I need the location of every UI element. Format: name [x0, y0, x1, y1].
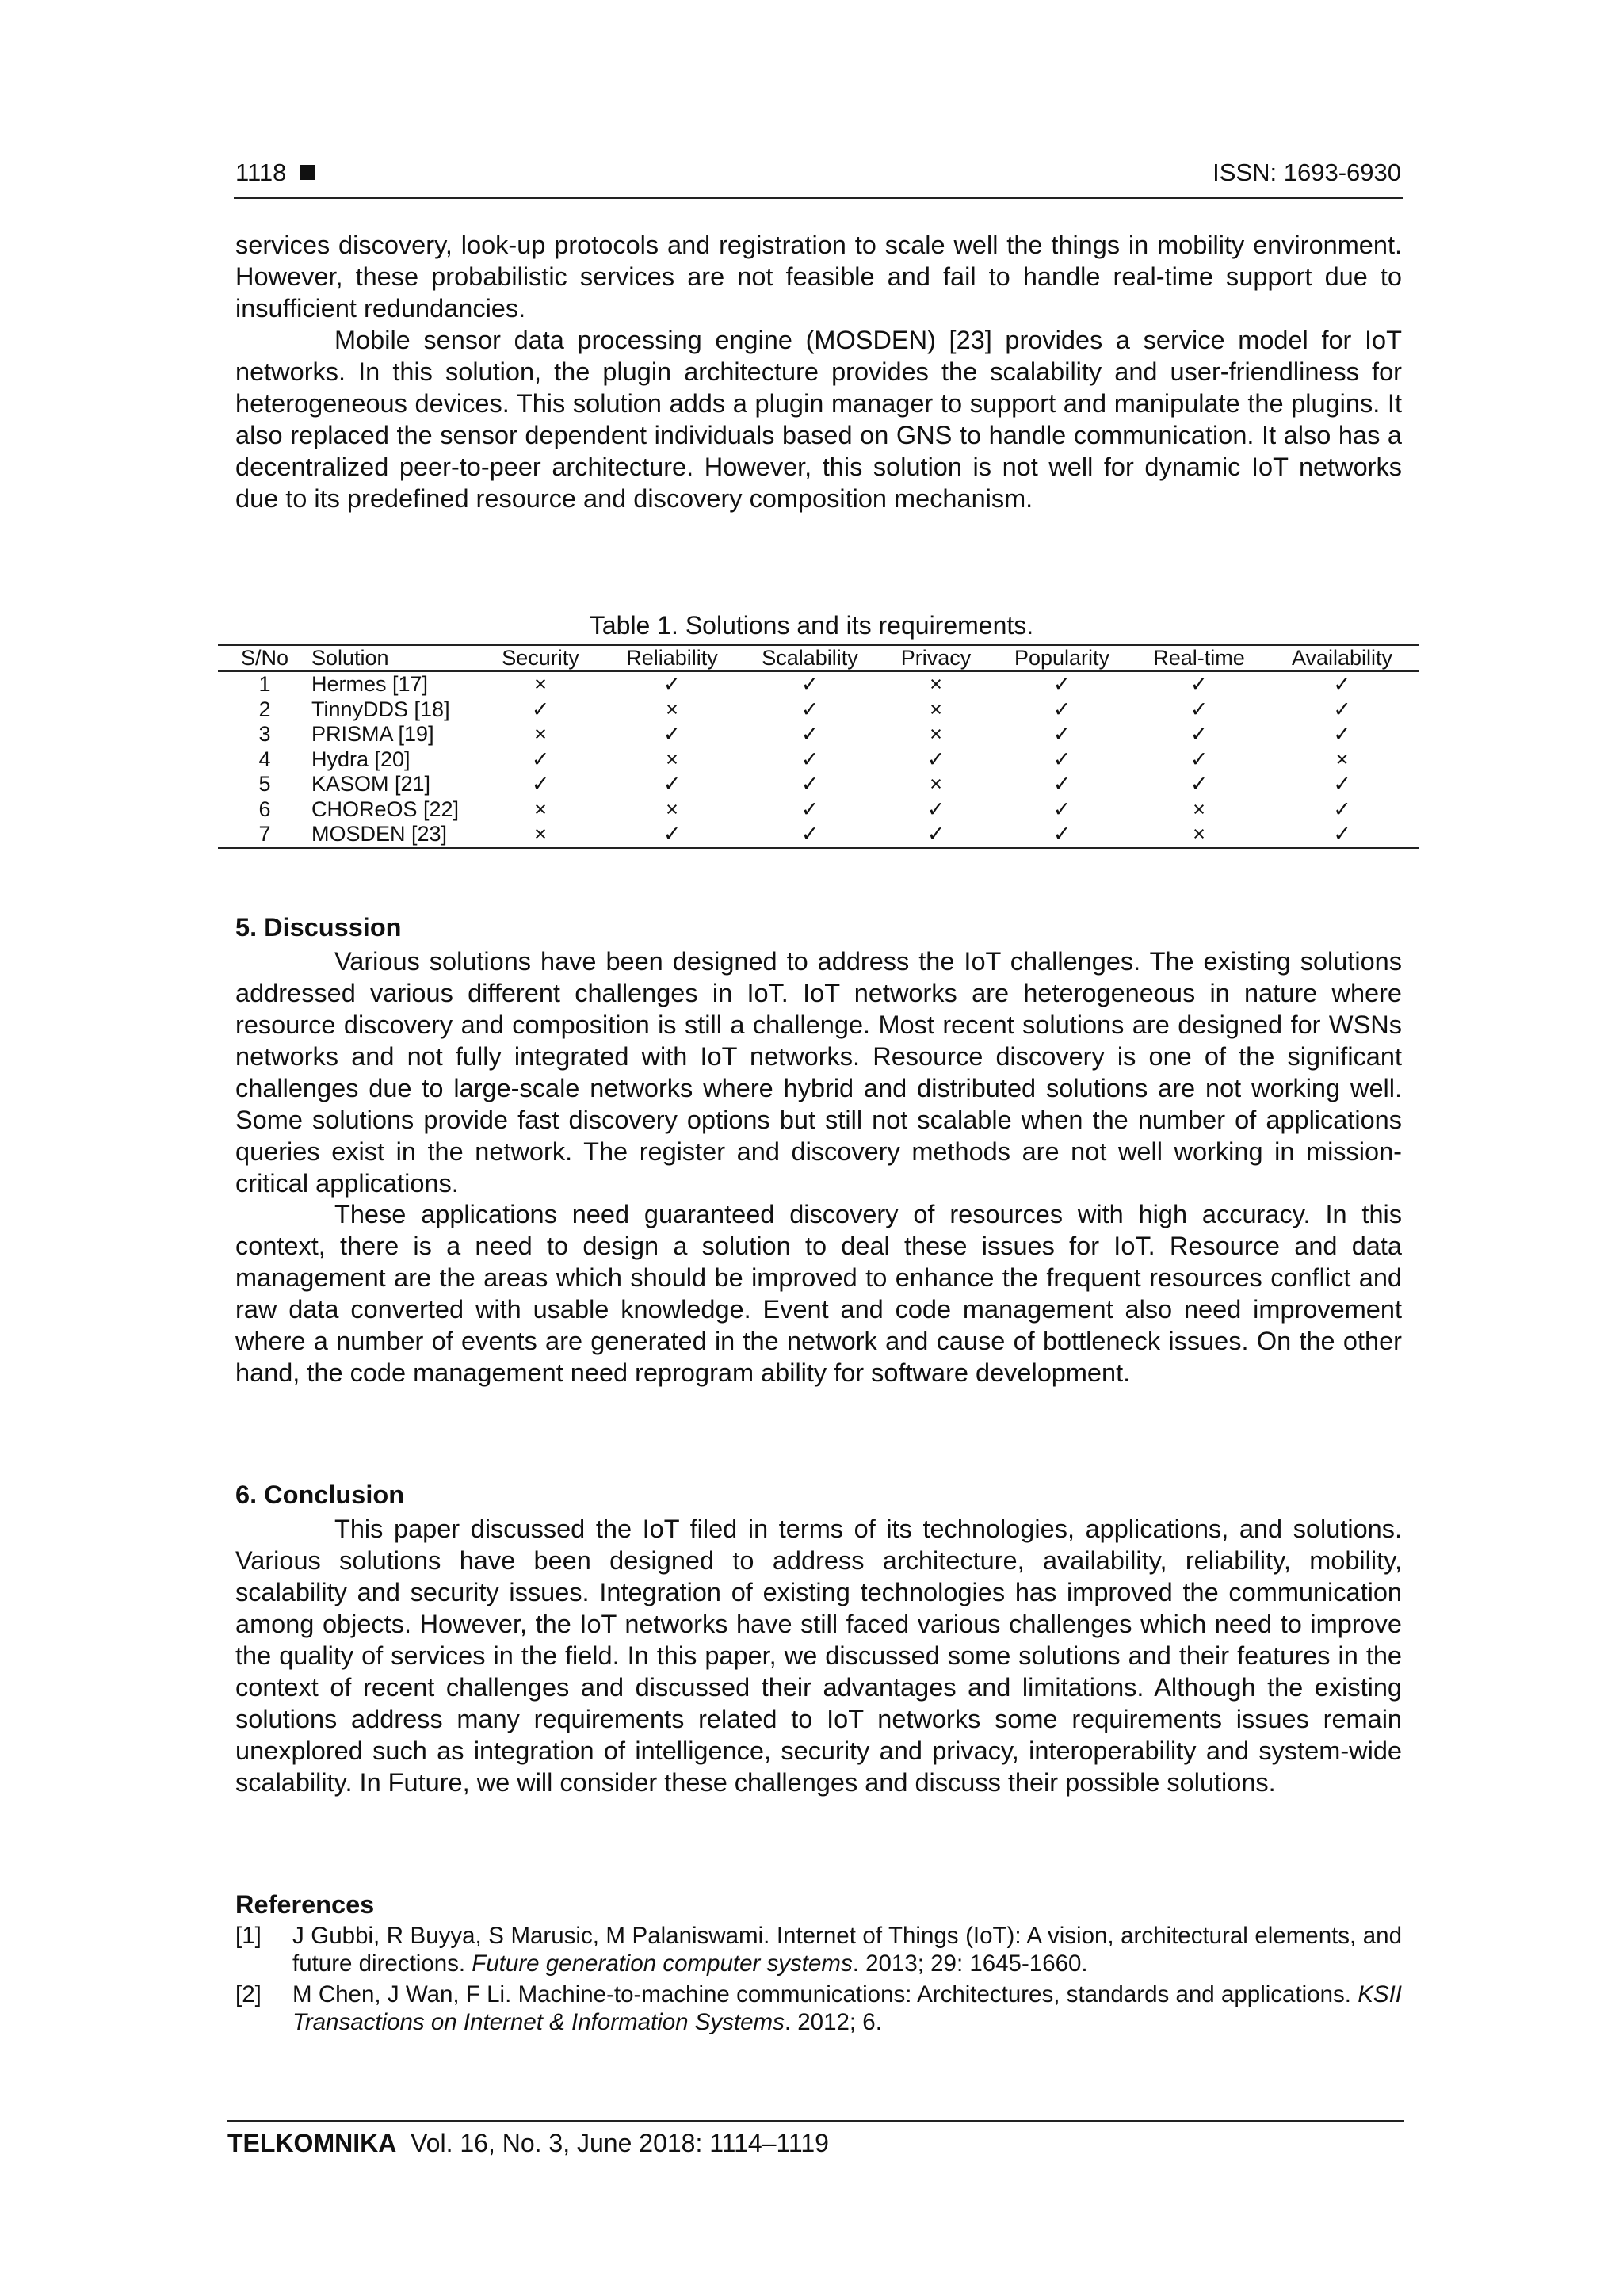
cell: ✓: [1052, 722, 1071, 747]
table-caption: Table 1. Solutions and its requirements.: [589, 611, 1034, 640]
col-header: Availability: [1266, 645, 1419, 671]
references-list: [235, 1922, 1402, 2039]
cell: ✓: [800, 697, 819, 721]
reference-tail: . 2013; 29: 1645-1660.: [852, 1950, 1088, 1977]
cell: ×: [930, 722, 942, 747]
col-header: S/No: [218, 645, 311, 671]
cell: ✓: [1190, 722, 1209, 747]
cell: Hydra [20]: [311, 747, 411, 771]
cell: ✓: [739, 822, 880, 848]
cell: ×: [930, 697, 942, 721]
cell: 7: [218, 822, 311, 848]
cell: ✓: [531, 772, 550, 797]
cell: ✓: [926, 747, 945, 771]
intro-paragraph-1: services discovery, look-up protocols and registration to scale well the things in mobility environment. However, these probabilistic services are not feasible and fail to handle real-time support due to insufficient redundancies.: [235, 231, 1402, 323]
cell: ✓: [1190, 697, 1209, 721]
table-row: [218, 697, 1419, 723]
cell: ×: [534, 797, 547, 821]
cell: ×: [1335, 747, 1349, 771]
cell: ✓: [800, 722, 819, 747]
cell: 5: [258, 772, 271, 797]
reference-authors: J Gubbi, R Buyya, S Marusic, M Palaniswami. Internet of Things (IoT): A vision, architectural elements, and future directions.: [292, 1923, 1402, 1977]
table-row: [218, 722, 1419, 747]
cell: MOSDEN [23]: [311, 822, 476, 848]
reference-number: [1]: [235, 1923, 262, 1949]
cell: ✓: [1333, 722, 1351, 747]
cell: ✓: [1190, 672, 1209, 697]
cell: 3: [258, 722, 271, 747]
cell: ✓: [1333, 772, 1351, 797]
cell: ✓: [531, 697, 550, 721]
col-header: Solution: [311, 645, 476, 671]
reference-journal: KSII Transactions on Internet & Information Systems: [292, 1981, 1402, 2035]
col-header: Privacy: [880, 645, 991, 671]
cell: ✓: [1190, 747, 1209, 771]
cell: ×: [666, 797, 678, 821]
cell: ✓: [605, 822, 739, 848]
discussion-paragraph-1: Various solutions have been designed to address the IoT challenges. The existing solutions addressed various different challenges in IoT. IoT networks are heterogeneous in nature where resource discovery and composition is still a challenge. Most recent solutions are designed for WSNs networks and not fully integrated with IoT networks. Resource discovery is one of the significant challenges due to large-scale networks where hybrid and distributed solutions are not working well. Some solutions provide fast discovery options but still not scalable when the number of applications queries exist in the network. The register and discovery methods are not well working in mission-critical applications.: [235, 947, 1402, 1198]
cell: ✓: [1190, 772, 1209, 797]
discussion-paragraph-2: These applications need guaranteed discovery of resources with high accuracy. In this context, there is a need to design a solution to deal these issues for IoT. Resource and data management are the areas which should be improved to enhance the frequent resources conflict and raw data converted with usable knowledge. Event and code management also need improvement where a number of events are generated in the network and cause of bottleneck issues. On the other hand, the code management need reprogram ability for software development.: [235, 1200, 1402, 1387]
reference-journal: Future generation computer systems: [472, 1950, 853, 1977]
cell: ✓: [1266, 822, 1419, 848]
journal-name: TELKOMNIKA: [227, 2129, 397, 2157]
issn: ISSN: 1693-6930: [1212, 159, 1401, 186]
reference-item: [235, 1981, 1402, 2036]
conclusion-heading: 6. Conclusion: [235, 1480, 405, 1509]
cell: ×: [534, 672, 547, 697]
journal-issue: Vol. 16, No. 3, June 2018: 1114–1119: [411, 2129, 829, 2157]
cell: ✓: [1052, 672, 1071, 697]
cell: ×: [476, 822, 605, 848]
cell: 6: [258, 797, 271, 821]
reference-number: [2]: [235, 1981, 262, 2008]
cell: ×: [534, 722, 547, 747]
square-bullet-icon: [300, 165, 315, 180]
cell: ✓: [1333, 697, 1351, 721]
cell: ✓: [663, 722, 682, 747]
reference-authors: M Chen, J Wan, F Li. Machine-to-machine communications: Architectures, standards and applications.: [292, 1981, 1351, 2008]
page-header: [234, 155, 1403, 199]
solutions-table: [218, 644, 1419, 849]
cell: ✓: [800, 797, 819, 821]
col-header: Scalability: [739, 645, 880, 671]
col-header: Security: [476, 645, 605, 671]
cell: ✓: [926, 797, 945, 821]
cell: 1: [258, 672, 271, 697]
table-row: [218, 747, 1419, 773]
cell: ×: [1132, 822, 1266, 848]
reference-item: [235, 1922, 1402, 1977]
cell: 2: [258, 697, 271, 721]
intro-paragraph-2: Mobile sensor data processing engine (MOSDEN) [23] provides a service model for IoT networks. In this solution, the plugin architecture provides the scalability and user-friendliness for heterogeneous devices. This solution adds a plugin manager to support and manipulate the plugins. It also replaced the sensor dependent individuals based on GNS to handle communication. It also has a decentralized peer-to-peer architecture. However, this solution is not well for dynamic IoT networks due to its predefined resource and discovery composition mechanism.: [235, 326, 1402, 513]
cell: ✓: [663, 672, 682, 697]
cell: ✓: [1052, 797, 1071, 821]
table-row: [218, 822, 1419, 848]
col-header: Reliability: [605, 645, 739, 671]
cell: ✓: [880, 822, 991, 848]
cell: ✓: [1333, 797, 1351, 821]
references-heading: References: [235, 1890, 375, 1919]
table-header-row: [218, 645, 1419, 671]
table-row: [218, 797, 1419, 823]
cell: ✓: [531, 747, 550, 771]
page-number-group: [235, 159, 315, 187]
cell: PRISMA [19]: [311, 722, 434, 747]
cell: ×: [666, 697, 678, 721]
cell: ✓: [991, 822, 1132, 848]
cell: CHOReOS [22]: [311, 797, 460, 821]
page-footer: [227, 2120, 1404, 2158]
col-header: Popularity: [991, 645, 1132, 671]
cell: ✓: [1333, 672, 1351, 697]
cell: ×: [930, 772, 942, 797]
table-row: [218, 772, 1419, 797]
cell: KASOM [21]: [311, 772, 431, 797]
cell: 4: [258, 747, 271, 771]
conclusion-paragraph: This paper discussed the IoT filed in terms of its technologies, applications, and solutions. Various solutions have been designed to address architecture, availability, reliability, mobility, scalability and security issues. Integration of existing technologies has improved the communication among objects. However, the IoT networks have still faced various challenges which need to improve the quality of services in the field. In this paper, we discussed some solutions and their features in the context of recent challenges and discussed their advantages and limitations. Although the existing solutions address many requirements related to IoT networks some requirements issues remain unexplored such as integration of intelligence, security and privacy, interoperability and system-wide scalability. In Future, we will consider these challenges and discuss their possible solutions.: [235, 1515, 1402, 1797]
col-header: Real-time: [1132, 645, 1266, 671]
discussion-heading: 5. Discussion: [235, 913, 402, 942]
cell: ✓: [800, 672, 819, 697]
cell: ✓: [1052, 747, 1071, 771]
cell: ✓: [663, 772, 682, 797]
cell: TinnyDDS [18]: [311, 697, 450, 721]
cell: ×: [930, 672, 942, 697]
cell: ✓: [800, 747, 819, 771]
cell: ✓: [1052, 697, 1071, 721]
cell: ✓: [800, 772, 819, 797]
cell: Hermes [17]: [311, 672, 429, 697]
page-number: 1118: [235, 159, 287, 186]
reference-tail: . 2012; 6.: [784, 2009, 882, 2035]
cell: ×: [1193, 797, 1205, 821]
table-row: [218, 671, 1419, 697]
cell: ✓: [1052, 772, 1071, 797]
cell: ×: [666, 747, 678, 771]
